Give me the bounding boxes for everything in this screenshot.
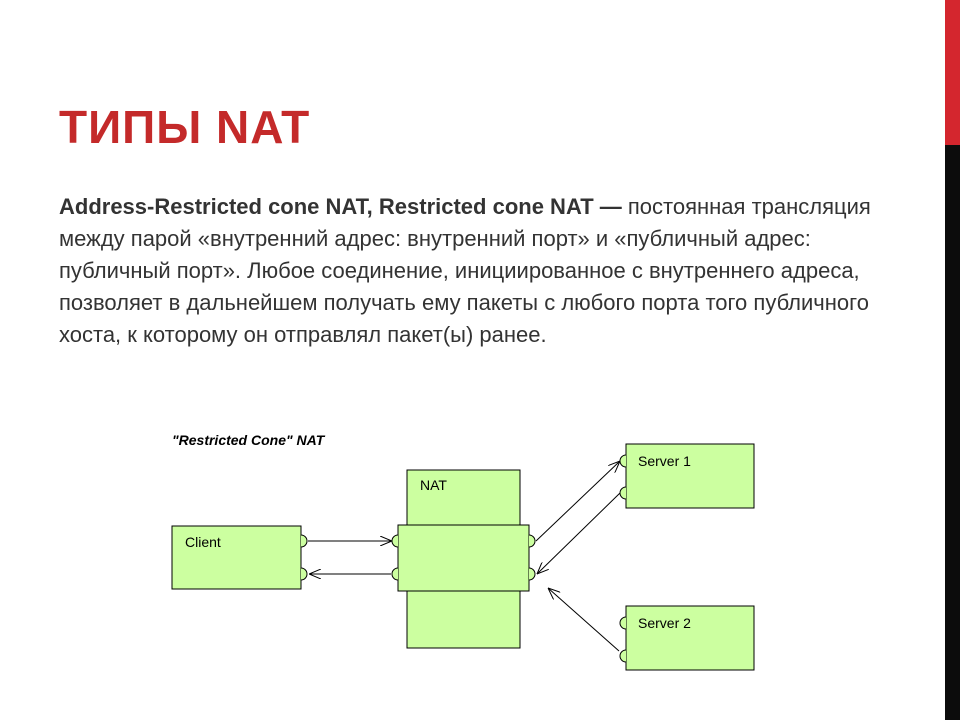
- client-port-out: [301, 535, 307, 547]
- arrow-server1-to-nat: [537, 493, 620, 574]
- server2-port-out: [620, 650, 626, 662]
- server1-port-in: [620, 455, 626, 467]
- arrow-server2-to-nat-blocked: [548, 588, 619, 651]
- restricted-cone-nat-diagram: [160, 425, 770, 680]
- body-text: постоянная трансляция между парой «внутренний адрес: внутренний порт» и «публичный адрес: публичный порт». Любое соединение, инициированное с внутреннего адреса, позволяет в дальнейшем получать ему пакеты с любого порта того публичного хоста, к которому он отправлял пакет(ы) ранее.: [59, 194, 871, 347]
- nat-label: NAT: [420, 477, 447, 493]
- nat-port-internal-out: [392, 568, 398, 580]
- accent-bar-black: [945, 145, 960, 720]
- server1-port-out: [620, 487, 626, 499]
- nat-inner-box: [398, 525, 529, 591]
- nat-port-public-in: [529, 568, 535, 580]
- nat-port-public-out: [529, 535, 535, 547]
- client-port-in: [301, 568, 307, 580]
- slide-body: [59, 191, 889, 351]
- body-lead: Address-Restricted cone NAT, Restricted cone NAT —: [59, 194, 622, 219]
- nat-port-internal-in: [392, 535, 398, 547]
- slide-title: ТИПЫ NAT: [59, 101, 311, 153]
- client-label: Client: [185, 534, 221, 550]
- server2-label: Server 2: [638, 615, 691, 631]
- server1-label: Server 1: [638, 453, 691, 469]
- diagram-title: "Restricted Cone" NAT: [172, 432, 325, 448]
- arrow-nat-to-server1: [536, 461, 620, 541]
- accent-bar-red: [945, 0, 960, 145]
- server2-port-in: [620, 617, 626, 629]
